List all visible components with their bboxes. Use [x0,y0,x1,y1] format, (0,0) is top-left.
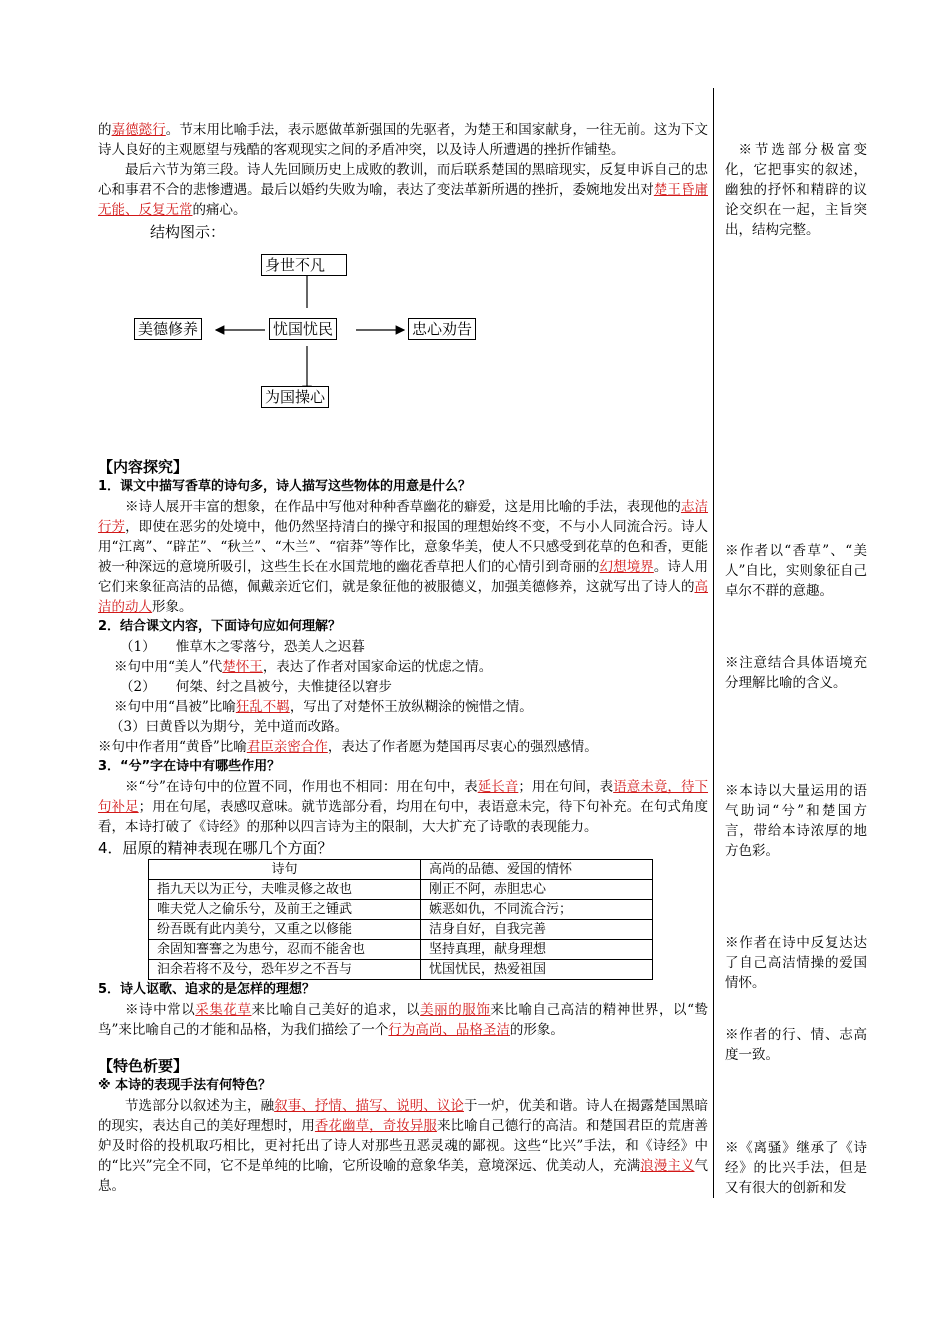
verse-2-note [98,697,708,717]
table-row [149,960,653,980]
verse-2: （2） 何桀、纣之昌被兮，夫惟捷径以窘步 [120,679,392,695]
keyword-red: 狂乱不羁 [235,699,290,715]
verse-3-note [98,737,708,757]
keyword-red: 志洁行芳 [98,499,709,535]
text: 于一炉，优美和谐。诗人在揭露楚国黑暗的现实，表达自己的美好理想时，用 [98,1098,709,1134]
text: ，即使在恶劣的处境中，他仍然坚持清白的操守和报国的理想始终不变，不与小人同流合污。诗人用“江离”、“辟芷”、“秋兰”、“木兰”、“宿莽”等作比，意象华美，使人不只感受到花草的色和香，更能被一种深远的意境所吸引，这些生长在水国荒地的幽花香草把人们的心情引到奇丽的 [98,519,709,575]
verse-3: （3）曰黄昏以为期兮，羌中道而改路。 [110,719,349,735]
text: 的形象。 [509,1022,564,1038]
text: ※句中作者用“黄昏”比喻 [98,739,247,755]
keyword-red: 行为高尚、品格圣洁 [388,1022,510,1038]
answer-1 [98,497,708,617]
features-question: ※ 本诗的表现手法有何特色？ [98,1078,272,1093]
answer-5 [98,1000,708,1040]
text: 来比喻自己高洁的精神世界，以“鸷鸟”来比喻自己的才能和品格，为我们描绘了一个 [98,1002,709,1038]
text: 来比喻自己美好的追求，以 [251,1002,421,1018]
keyword-red: 浪漫主义 [640,1158,695,1174]
table-row [149,900,653,920]
keyword-red: 美丽的服饰 [420,1002,491,1018]
side-note-5: ※作者在诗中反复达达了自己高洁情操的爱国情怀。 [725,935,867,991]
table-cell: 余固知謇謇之为患兮，忍而不能舍也 [149,940,421,960]
section-title-features: 【特色析要】 [98,1057,189,1075]
text: 。诗人用它们来象征高洁的品德，佩戴亲近它们，就是象征他的被服德义，加强美德修养，这就写出了诗人的 [98,559,709,595]
keyword-red: 叙事、抒情、描写、说明、议论 [274,1098,464,1114]
text: ※“兮”在诗句中的位置不同，作用也不相同：用在句中，表 [125,779,478,795]
table-cell: 刚正不阿，赤胆忠心 [421,880,653,900]
section-title-content: 【内容探究】 [98,458,189,476]
table-cell: 坚持真理，献身理想 [421,940,653,960]
diagram-arrows [98,242,708,447]
table-cell: 唯夫党人之偷乐兮，及前王之锺武 [149,900,421,920]
table-cell: 汩余若将不及兮，恐年岁之不吾与 [149,960,421,980]
spirit-table [148,859,653,980]
text: 来比喻自己德行的高洁。和楚国君臣的荒唐善妒及时俗的投机取巧相比，更衬托出了诗人对那些丑恶灵魂的鄙视。这些“比兴”手法，和《诗经》中的“比兴”完全不同，它不是单纯的比喻，它所设喻的意象华美，意境深远、优美动人，充满 [98,1118,709,1174]
verse-1: （1） 惟草木之零落兮，恐美人之迟暮 [120,639,365,655]
keyword-red: 延长音 [477,779,519,795]
table-cell: 指九天以为正兮，夫唯灵修之故也 [149,880,421,900]
text: 形象。 [152,599,193,615]
keyword-red: 采集花草 [195,1002,252,1018]
keyword-red: 楚怀王 [222,659,263,675]
keyword-red: 嘉德懿行 [111,122,166,138]
text: ；用在句间，表 [518,779,614,795]
diagram-node-bottom: 为国操心 [261,386,329,408]
side-note-2: ※作者以“香草”、“美人”自比，实则象征自己卓尔不群的意趣。 [725,543,867,599]
structure-diagram [98,242,708,447]
verse-1-note [98,657,708,677]
table-header-row [149,860,653,880]
text: ※诗人展开丰富的想象，在作品中写他对种种香草幽花的癖爱，这是用比喻的手法，表现他的 [125,499,681,515]
text: 。节末用比喻手法，表示愿做革新强国的先驱者，为楚王和国家献身，一往无前。这为下文诗人良好的主观愿望与残酷的客观现实之间的矛盾冲突，以及诗人所遭遇的挫折作铺垫。 [98,122,709,158]
table-header-cell: 诗句 [149,860,421,880]
text: 最后六节为第三段。诗人先回顾历史上成败的教训，而后联系楚国的黑暗现实，反复申诉自己的忠心和事君不合的悲惨遭遇。最后以婚约失败为喻，表达了变法革新所遇的挫折，委婉地发出对 [98,162,708,198]
diagram-node-left: 美德修养 [134,318,202,340]
main-column [98,120,708,1196]
diagram-node-top: 身世不凡 [261,254,347,276]
structure-label: 结构图示： [150,223,226,241]
question-4: 4．屈原的精神表现在哪几个方面？ [98,839,333,857]
diagram-node-right: 忠心劝告 [408,318,476,340]
keyword-red: 语意未竟，待下句补足 [98,779,709,815]
table-row [149,940,653,960]
text: 气息。 [98,1158,708,1194]
side-note-4: ※本诗以大量运用的语气助词“兮”和楚国方言，带给本诗浓厚的地方色彩。 [725,783,867,859]
text: 节选部分以叙述为主，融 [125,1098,275,1114]
table-cell: 嫉恶如仇，不同流合污； [421,900,653,920]
text: ※诗中常以 [125,1002,196,1018]
text: 的痛心。 [192,202,247,218]
paragraph-section-two-end [98,120,708,160]
margin-divider-line [713,88,714,1198]
question-2: 2．结合课文内容，下面诗句应如何理解？ [98,619,342,634]
keyword-red: 香花幽草，奇妆异服 [314,1118,437,1134]
keyword-red: 幻想境界 [599,559,654,575]
question-5: 5．诗人讴歌、追求的是怎样的理想？ [98,982,316,997]
side-note-7: ※《离骚》继承了《诗经》的比兴手法，但是又有很大的创新和发 [725,1140,867,1196]
side-note-6: ※作者的行、情、志高度一致。 [725,1027,867,1063]
text: 的 [98,122,112,138]
side-note-3: ※注意结合具体语境充分理解比喻的含义。 [725,655,867,691]
side-note-1: ※节选部分极富变化，它把事实的叙述，幽独的抒怀和精辟的议论交织在一起，主旨突出，结构完整。 [725,142,867,238]
table-cell: 忧国忧民，热爱祖国 [421,960,653,980]
table-row [149,880,653,900]
text: ※句中用“美人”代 [114,659,223,675]
features-answer [98,1096,708,1196]
paragraph-section-three [98,160,708,220]
text: ※句中用“昌被”比喻 [114,699,236,715]
keyword-red: 高洁的动人 [98,579,708,615]
text: ，写出了对楚怀王放纵糊涂的惋惜之情。 [289,699,533,715]
text: ，表达了作者愿为楚国再尽衷心的强烈感情。 [327,739,598,755]
question-1: 1．课文中描写香草的诗句多，诗人描写这些物体的用意是什么？ [98,479,472,494]
table-cell: 洁身自好，自我完善 [421,920,653,940]
table-cell: 纷吾既有此内美兮，又重之以修能 [149,920,421,940]
table-header-cell: 高尚的品德、爱国的情怀 [421,860,653,880]
keyword-red: 君臣亲密合作 [246,739,328,755]
answer-3 [98,777,708,837]
table-row [149,920,653,940]
keyword-red: 楚王昏庸无能、反复无常 [98,182,708,218]
text: ；用在句尾，表感叹意味。就节选部分看，均用在句中，表语意未完，待下句补充。在句式角度看，本诗打破了《诗经》的那种以四言诗为主的限制，大大扩充了诗歌的表现能力。 [98,799,709,835]
diagram-node-center: 忧国忧民 [269,318,337,340]
text: ，表达了作者对国家命运的忧虑之情。 [262,659,493,675]
question-3: 3．“兮”字在诗中有哪些作用？ [98,759,281,774]
